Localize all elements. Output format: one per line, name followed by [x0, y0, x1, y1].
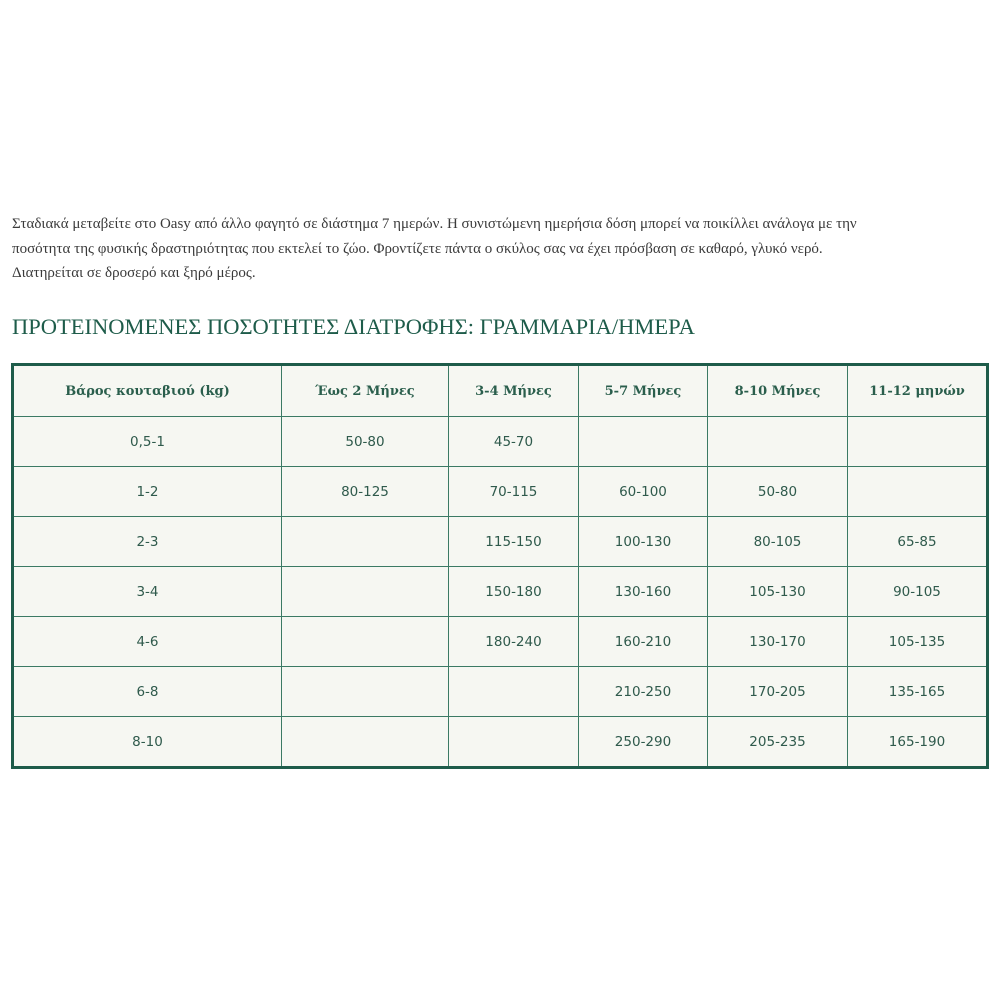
grams-cell — [848, 417, 988, 467]
grams-cell: 170-205 — [708, 667, 848, 717]
weight-cell: 4-6 — [13, 617, 282, 667]
grams-cell: 70-115 — [449, 467, 579, 517]
grams-cell — [282, 617, 449, 667]
feeding-table-title: ΠΡΟΤΕΙΝΟΜΕΝΕΣ ΠΟΣΟΤΗΤΕΣ ΔΙΑΤΡΟΦΗΣ: ΓΡΑΜΜΑΡΙΑ/ΗΜΕΡΑ — [12, 314, 695, 339]
table-row — [13, 517, 988, 567]
header-8-10-months: 8-10 Μήνες — [708, 365, 848, 417]
table-row — [13, 617, 988, 667]
grams-cell: 50-80 — [282, 417, 449, 467]
grams-cell — [282, 717, 449, 768]
header-up-to-2-months: Έως 2 Μήνες — [282, 365, 449, 417]
grams-cell: 250-290 — [579, 717, 708, 768]
grams-cell — [449, 667, 579, 717]
table-row — [13, 567, 988, 617]
weight-cell: 1-2 — [13, 467, 282, 517]
grams-cell: 165-190 — [848, 717, 988, 768]
grams-cell: 100-130 — [579, 517, 708, 567]
grams-cell: 50-80 — [708, 467, 848, 517]
grams-cell — [282, 567, 449, 617]
grams-cell: 130-160 — [579, 567, 708, 617]
grams-cell — [282, 517, 449, 567]
grams-cell — [708, 417, 848, 467]
weight-cell: 6-8 — [13, 667, 282, 717]
intro-line: Διατηρείται σε δροσερό και ξηρό μέρος. — [12, 265, 256, 281]
grams-cell: 80-125 — [282, 467, 449, 517]
grams-cell: 180-240 — [449, 617, 579, 667]
grams-cell: 115-150 — [449, 517, 579, 567]
grams-cell — [848, 467, 988, 517]
table-row — [13, 717, 988, 768]
header-11-12-months: 11-12 μηνών — [848, 365, 988, 417]
grams-cell: 105-135 — [848, 617, 988, 667]
grams-cell: 135-165 — [848, 667, 988, 717]
grams-cell: 45-70 — [449, 417, 579, 467]
intro-line: ποσότητα της φυσικής δραστηριότητας που εκτελεί το ζώο. Φροντίζετε πάντα ο σκύλος σας να έχει πρόσβαση σε καθαρό, γλυκό νερό. — [12, 240, 823, 257]
grams-cell — [579, 417, 708, 467]
header-5-7-months: 5-7 Μήνες — [579, 365, 708, 417]
grams-cell: 160-210 — [579, 617, 708, 667]
feeding-table — [11, 363, 989, 769]
grams-cell: 130-170 — [708, 617, 848, 667]
weight-cell: 2-3 — [13, 517, 282, 567]
grams-cell: 60-100 — [579, 467, 708, 517]
header-weight: Βάρος κουταβιού (kg) — [13, 365, 282, 417]
header-3-4-months: 3-4 Μήνες — [449, 365, 579, 417]
grams-cell: 90-105 — [848, 567, 988, 617]
grams-cell: 210-250 — [579, 667, 708, 717]
table-row — [13, 667, 988, 717]
grams-cell: 80-105 — [708, 517, 848, 567]
grams-cell — [449, 717, 579, 768]
table-row — [13, 467, 988, 517]
weight-cell: 8-10 — [13, 717, 282, 768]
grams-cell — [282, 667, 449, 717]
weight-cell: 0,5-1 — [13, 417, 282, 467]
weight-cell: 3-4 — [13, 567, 282, 617]
grams-cell: 150-180 — [449, 567, 579, 617]
grams-cell: 65-85 — [848, 517, 988, 567]
intro-text — [12, 212, 987, 286]
intro-line: Σταδιακά μεταβείτε στο Oasy από άλλο φαγητό σε διάστημα 7 ημερών. Η συνιστώμενη ημερήσια δόση μπορεί να ποικίλλει ανάλογα με την — [12, 216, 857, 232]
table-row — [13, 417, 988, 467]
grams-cell: 205-235 — [708, 717, 848, 768]
grams-cell: 105-130 — [708, 567, 848, 617]
table-header-row — [13, 365, 988, 417]
